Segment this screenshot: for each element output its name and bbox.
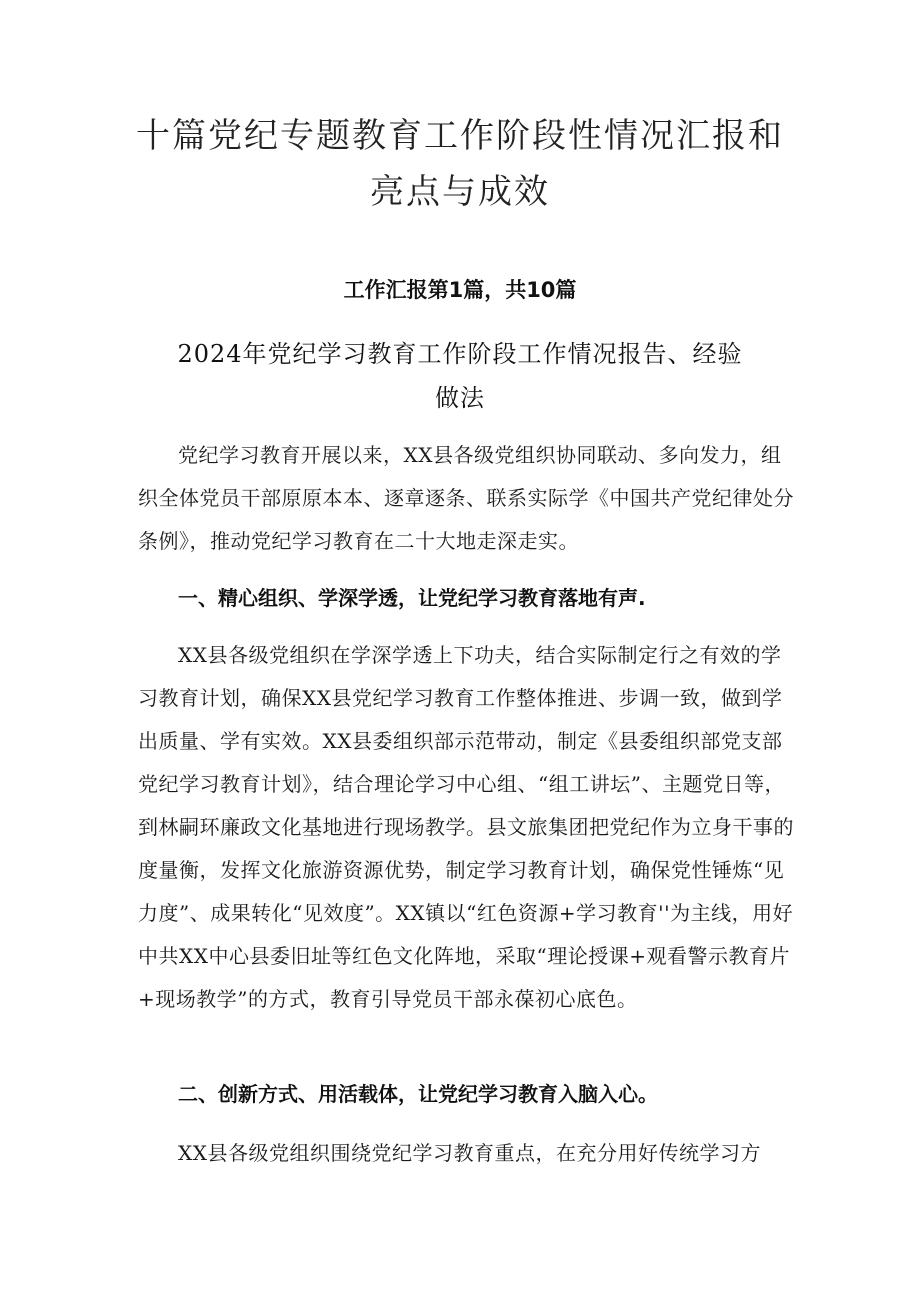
intro-paragraph: 党纪学习教育开展以来，XX县各级党组织协同联动、多向发力，组织全体党员干部原原本本、逐章逐条、联系实际学《中国共产党纪律处分条例》，推动党纪学习教育在二十大地走深走实。 xyxy=(138,443,794,553)
report-subtitle-line-1: 2024年党纪学习教育工作阶段工作情况报告、经验 xyxy=(177,340,743,368)
part-label: 工作汇报第1篇，共10篇 xyxy=(343,278,577,302)
report-subtitle xyxy=(150,332,770,420)
document-title-line-1: 十篇党纪专题教育工作阶段性情况汇报和 xyxy=(136,116,784,156)
section-2-heading: 二、创新方式、用活载体，让党纪学习教育入脑入心。 xyxy=(178,1082,658,1106)
section-2-paragraph: XX县各级党组织围绕党纪学习教育重点，在充分用好传统学习方 xyxy=(178,1141,761,1165)
document-title xyxy=(120,108,800,220)
section-1-paragraph: XX县各级党组织在学深学透上下功夫，结合实际制定行之有效的学习教育计划，确保XX县党纪学习教育工作整体推进、步调一致，做到学出质量、学有实效。XX县委组织部示范带动，制定《县委组织部党支部党纪学习教育计划》，结合理论学习中心组、“组工讲坛”、主题党日等，到林嗣环廉政文化基地进行现场教学。县文旅集团把党纪作为立身干事的度量衡，发挥文化旅游资源优势，制定学习教育计划，确保党性锤炼“见力度”、成果转化“见效度”。XX镇以“红色资源+学习教育''为主线，用好中共XX中心县委旧址等红色文化阵地，采取“理论授课+观看警示教育片+现场教学”的方式，教育引导党员干部永葆初心底色。 xyxy=(138,643,794,1011)
section-1-heading: 一、精心组织、学深学透，让党纪学习教育落地有声. xyxy=(178,586,646,610)
document-title-line-2: 亮点与成效 xyxy=(370,172,550,212)
report-subtitle-line-2: 做法 xyxy=(435,384,485,412)
